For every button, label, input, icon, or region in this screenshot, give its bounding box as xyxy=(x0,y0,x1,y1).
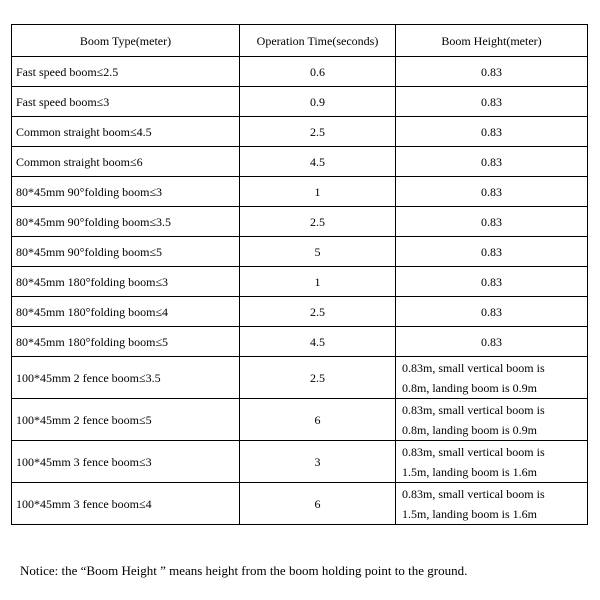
boom-height-cell xyxy=(396,237,588,267)
boom-height-cell xyxy=(396,327,588,357)
table-row xyxy=(12,237,588,267)
boom-type-cell: 100*45mm 3 fence boom≤4 xyxy=(12,483,240,525)
operation-time-cell: 2.5 xyxy=(240,207,396,237)
operation-time-cell: 2.5 xyxy=(240,357,396,399)
table-row xyxy=(12,57,588,87)
table-row xyxy=(12,267,588,297)
table-row xyxy=(12,399,588,441)
boom-height-cell xyxy=(396,267,588,297)
boom-height-line: 0.83m, small vertical boom is xyxy=(402,360,545,375)
boom-height-line: 0.8m, landing boom is 0.9m xyxy=(402,380,537,395)
boom-height-line: 0.83 xyxy=(481,64,502,79)
boom-height-line: 0.83 xyxy=(481,214,502,229)
table-row xyxy=(12,441,588,483)
table-row xyxy=(12,87,588,117)
table-row xyxy=(12,147,588,177)
operation-time-cell: 1 xyxy=(240,177,396,207)
boom-height-line: 0.83 xyxy=(481,244,502,259)
boom-type-cell: Fast speed boom≤3 xyxy=(12,87,240,117)
boom-height-cell xyxy=(396,357,588,399)
boom-height-cell xyxy=(396,483,588,525)
table-row xyxy=(12,297,588,327)
operation-time-cell: 0.6 xyxy=(240,57,396,87)
boom-height-line: 0.83m, small vertical boom is xyxy=(402,402,545,417)
table-row xyxy=(12,177,588,207)
boom-height-line: 1.5m, landing boom is 1.6m xyxy=(402,464,537,479)
header-operation-time: Operation Time(seconds) xyxy=(240,25,396,57)
operation-time-cell: 5 xyxy=(240,237,396,267)
boom-height-line: 1.5m, landing boom is 1.6m xyxy=(402,506,537,521)
boom-height-cell xyxy=(396,441,588,483)
boom-height-cell xyxy=(396,177,588,207)
boom-type-cell: Fast speed boom≤2.5 xyxy=(12,57,240,87)
operation-time-cell: 0.9 xyxy=(240,87,396,117)
operation-time-cell: 2.5 xyxy=(240,117,396,147)
boom-height-cell xyxy=(396,117,588,147)
boom-type-cell: Common straight boom≤4.5 xyxy=(12,117,240,147)
boom-height-line: 0.83 xyxy=(481,274,502,289)
header-boom-type: Boom Type(meter) xyxy=(12,25,240,57)
boom-height-line: 0.83 xyxy=(481,124,502,139)
boom-type-cell: Common straight boom≤6 xyxy=(12,147,240,177)
table-body xyxy=(12,57,588,525)
operation-time-cell: 4.5 xyxy=(240,147,396,177)
boom-height-line: 0.8m, landing boom is 0.9m xyxy=(402,422,537,437)
table-row xyxy=(12,357,588,399)
boom-type-cell: 100*45mm 3 fence boom≤3 xyxy=(12,441,240,483)
operation-time-cell: 4.5 xyxy=(240,327,396,357)
boom-spec-table xyxy=(11,24,588,525)
boom-type-cell: 100*45mm 2 fence boom≤5 xyxy=(12,399,240,441)
boom-height-line: 0.83 xyxy=(481,94,502,109)
operation-time-cell: 6 xyxy=(240,483,396,525)
boom-height-cell xyxy=(396,57,588,87)
boom-height-line: 0.83 xyxy=(481,334,502,349)
table-row xyxy=(12,327,588,357)
boom-height-cell xyxy=(396,297,588,327)
boom-type-cell: 100*45mm 2 fence boom≤3.5 xyxy=(12,357,240,399)
operation-time-cell: 3 xyxy=(240,441,396,483)
boom-type-cell: 80*45mm 180°folding boom≤4 xyxy=(12,297,240,327)
table-row xyxy=(12,117,588,147)
boom-height-cell xyxy=(396,207,588,237)
operation-time-cell: 2.5 xyxy=(240,297,396,327)
boom-height-line: 0.83 xyxy=(481,154,502,169)
table-row xyxy=(12,483,588,525)
boom-type-cell: 80*45mm 180°folding boom≤3 xyxy=(12,267,240,297)
boom-type-cell: 80*45mm 180°folding boom≤5 xyxy=(12,327,240,357)
operation-time-cell: 6 xyxy=(240,399,396,441)
notice-text: Notice: the “Boom Height ” means height from the boom holding point to the ground. xyxy=(20,563,468,578)
boom-height-cell xyxy=(396,399,588,441)
table-header-row xyxy=(12,25,588,57)
boom-height-cell xyxy=(396,87,588,117)
header-boom-height: Boom Height(meter) xyxy=(396,25,588,57)
operation-time-cell: 1 xyxy=(240,267,396,297)
boom-height-cell xyxy=(396,147,588,177)
boom-type-cell: 80*45mm 90°folding boom≤3 xyxy=(12,177,240,207)
boom-height-line: 0.83m, small vertical boom is xyxy=(402,486,545,501)
boom-height-line: 0.83 xyxy=(481,304,502,319)
boom-type-cell: 80*45mm 90°folding boom≤3.5 xyxy=(12,207,240,237)
boom-type-cell: 80*45mm 90°folding boom≤5 xyxy=(12,237,240,267)
boom-height-line: 0.83 xyxy=(481,184,502,199)
table-row xyxy=(12,207,588,237)
boom-height-line: 0.83m, small vertical boom is xyxy=(402,444,545,459)
